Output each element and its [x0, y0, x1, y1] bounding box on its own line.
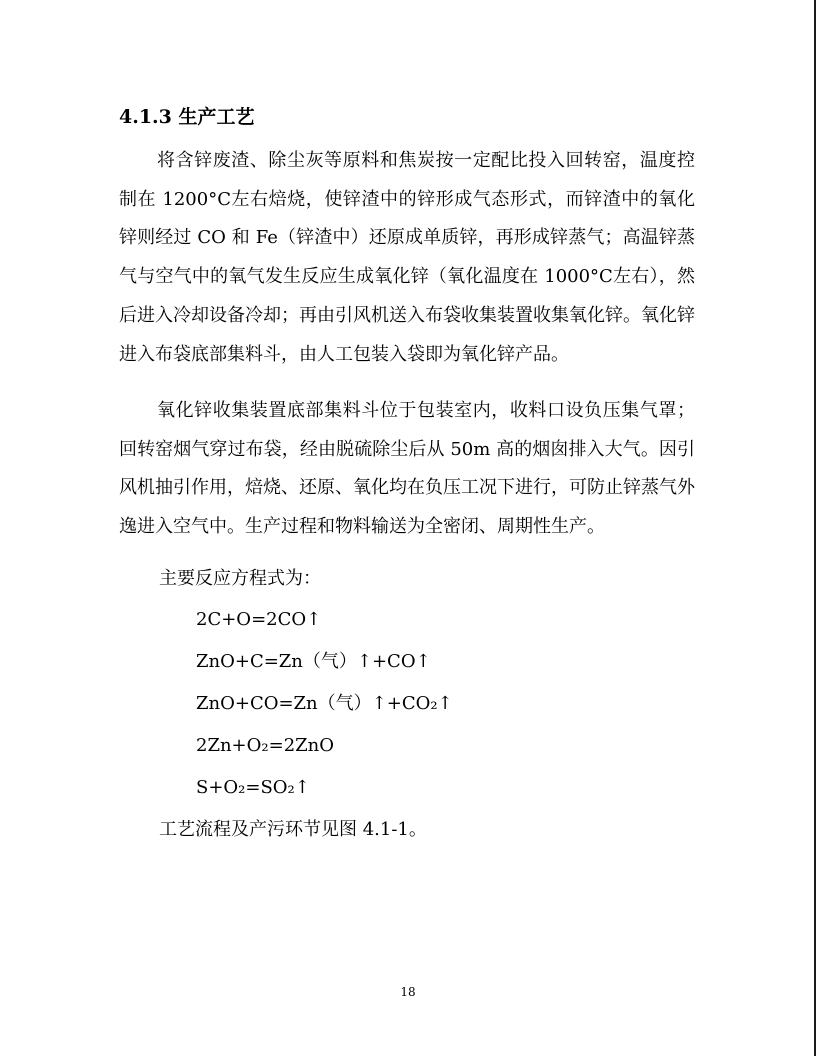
paragraph-process-description: 将含锌废渣、除尘灰等原料和焦炭按一定配比投入回转窑，温度控制在 1200°C左右焙烧，使锌渣中的锌形成气态形式，而锌渣中的氧化锌则经过 CO 和 Fe（锌渣中）还原成单质锌，再形成锌蒸气；高温锌蒸气与空气中的氧气发生反应生成氧化锌（氧化温度在 1000°C左右），然后进入冷却设备冷却；再由引风机送入布袋收集装置收集氧化锌。氧化锌进入布袋底部集料斗，由人工包装入袋即为氧化锌产品。 [119, 150, 695, 365]
equations-intro: 主要反应方程式为： [159, 568, 321, 589]
figure-reference: 工艺流程及产污环节见图 4.1-1。 [159, 819, 427, 840]
section-heading: 4.1.3 生产工艺 [119, 106, 255, 128]
page-number: 18 [400, 985, 416, 999]
equation-3: ZnO+CO=Zn（气）↑+CO₂↑ [196, 693, 453, 714]
equation-4: 2Zn+O₂=2ZnO [196, 735, 334, 756]
equation-5: S+O₂=SO₂↑ [196, 777, 310, 798]
equation-2: ZnO+C=Zn（气）↑+CO↑ [196, 651, 431, 672]
equation-1: 2C+O=2CO↑ [196, 609, 322, 630]
paragraph-collection-description: 氧化锌收集装置底部集料斗位于包装室内，收料口设负压集气罩；回转窑烟气穿过布袋，经由脱硫除尘后从 50m 高的烟囱排入大气。因引风机抽引作用，焙烧、还原、氧化均在负压工况下进行，可防止锌蒸气外逸进入空气中。生产过程和物料输送为全密闭、周期性生产。 [119, 400, 695, 538]
